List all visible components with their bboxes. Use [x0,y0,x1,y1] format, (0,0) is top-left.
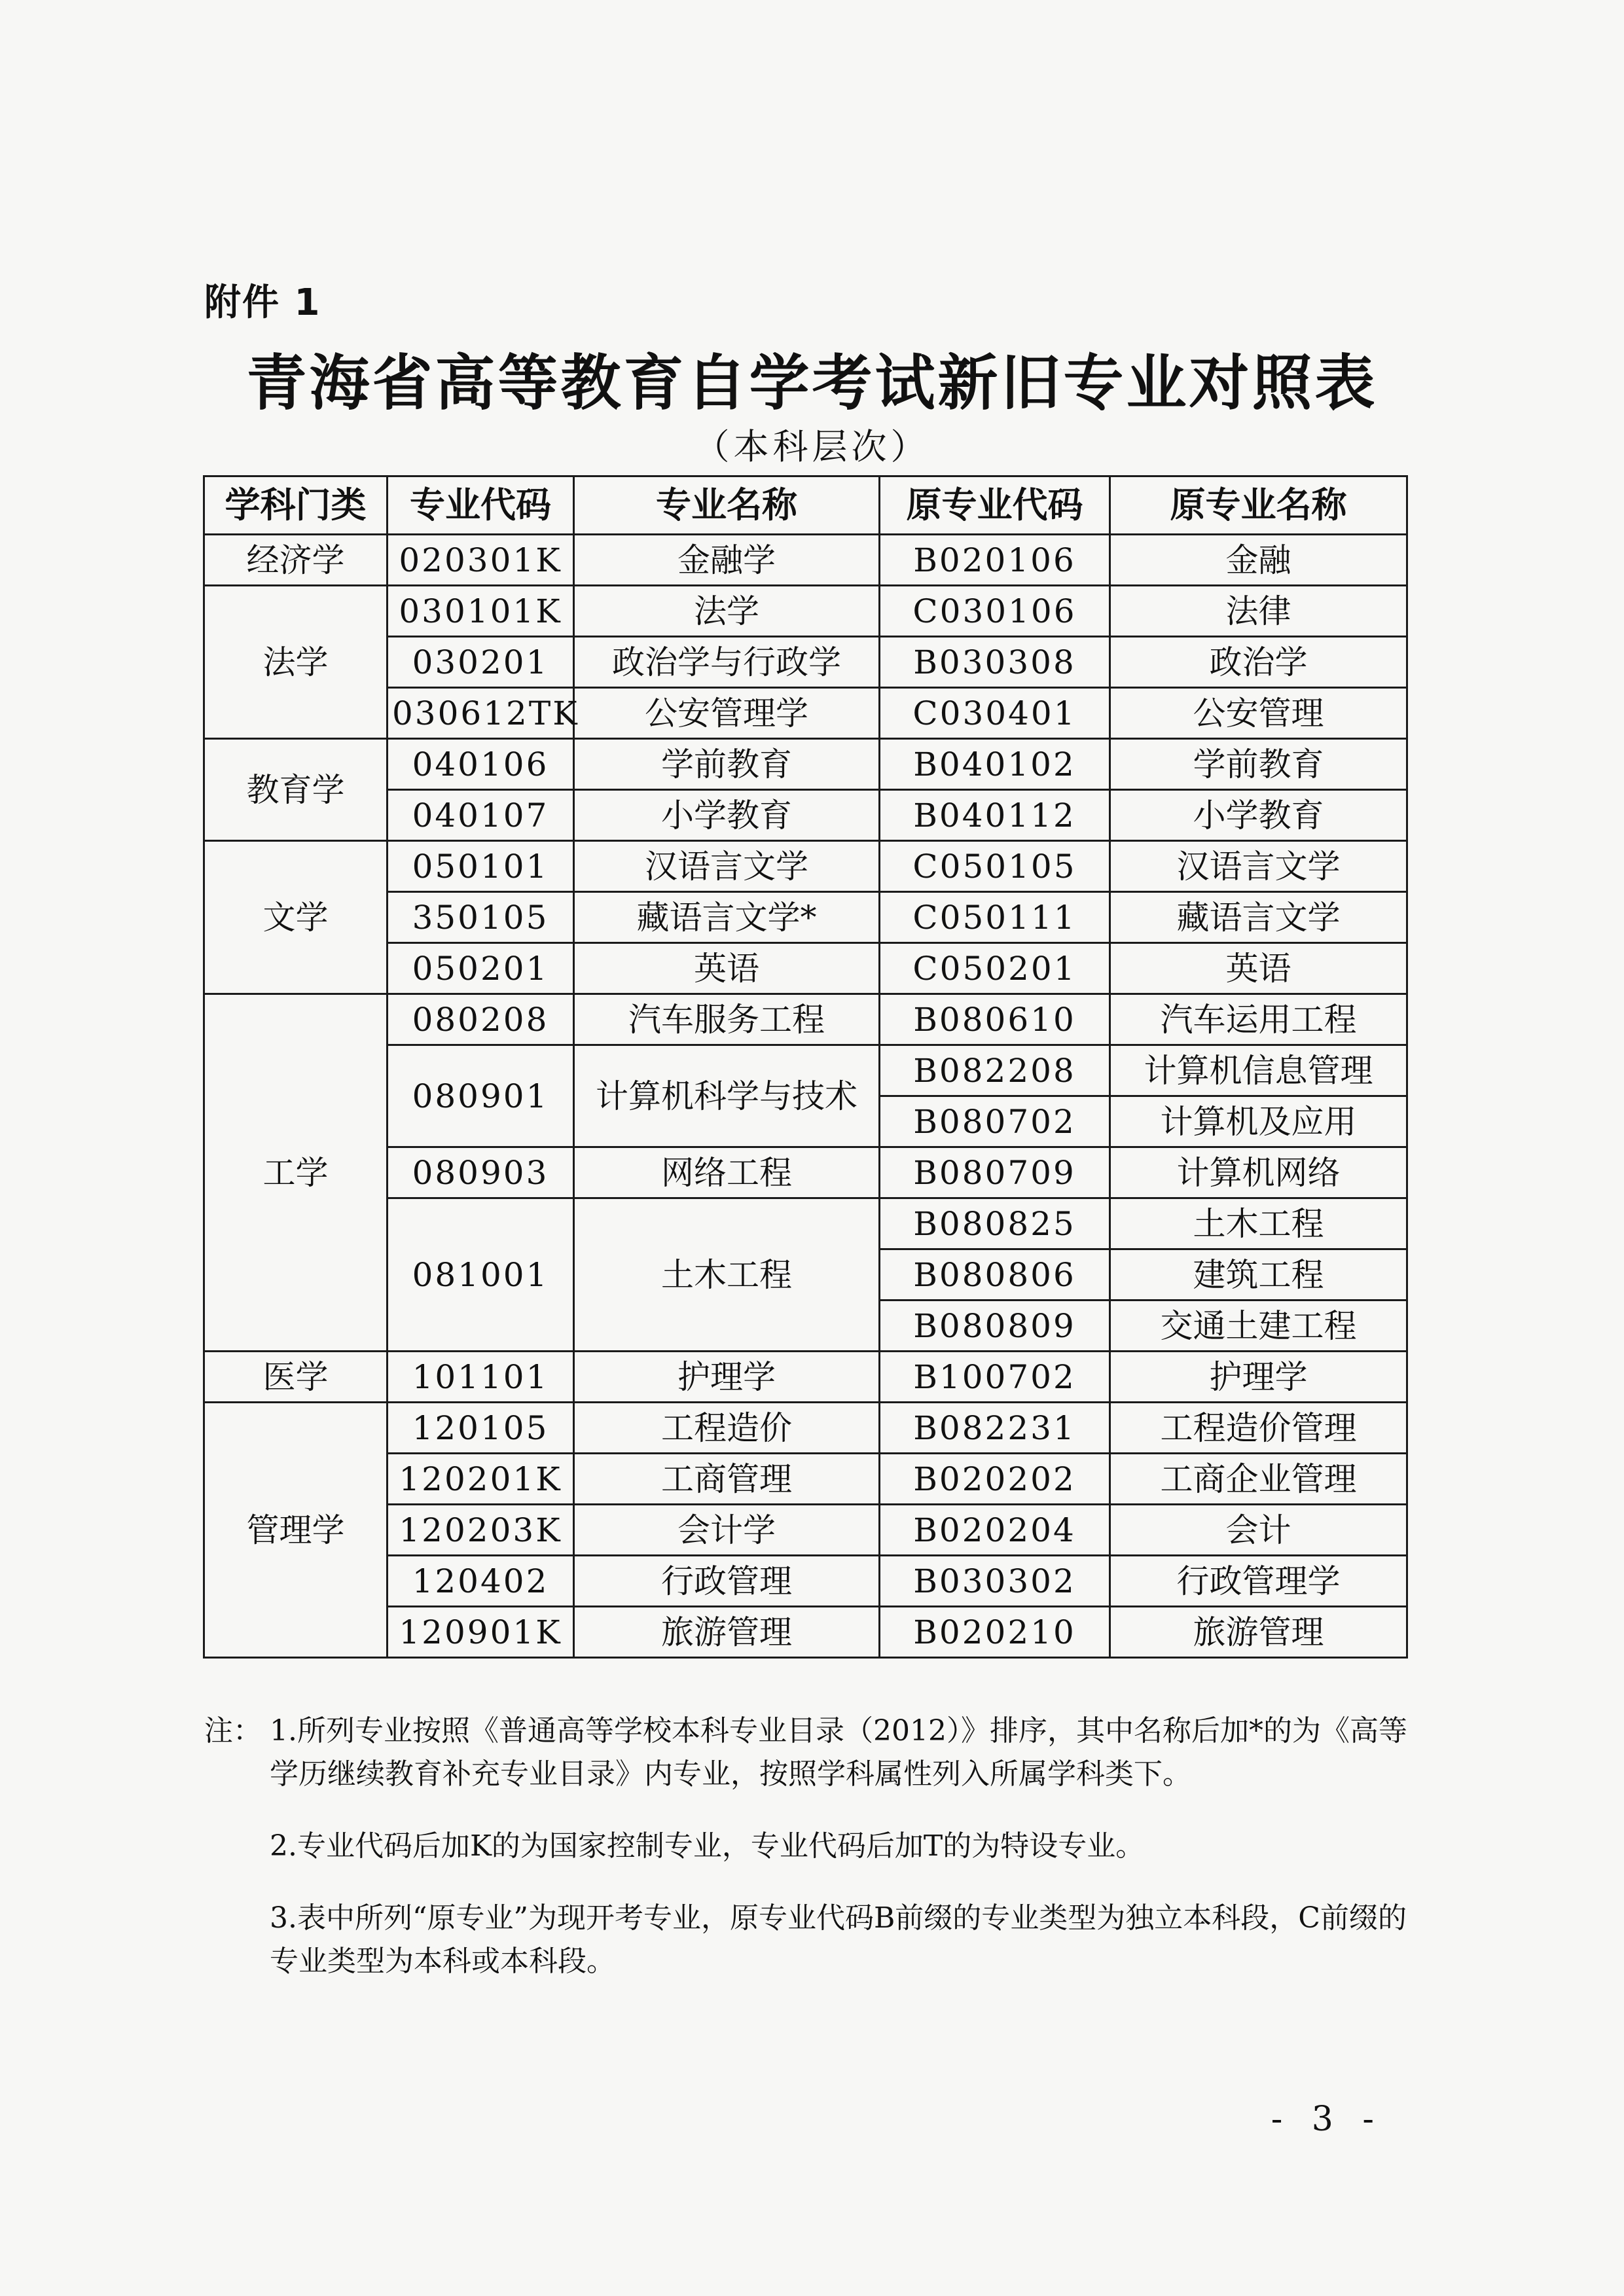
major-name: 土木工程 [574,1198,880,1352]
old-major-name: 政治学 [1110,637,1407,688]
note-item [204,1897,1409,1983]
major-name: 工程造价 [574,1403,880,1454]
old-major-code: B030308 [880,637,1110,688]
major-name: 汽车服务工程 [574,994,880,1045]
old-major-code: B030302 [880,1556,1110,1607]
old-major-name: 交通土建工程 [1110,1300,1407,1352]
major-name: 网络工程 [574,1147,880,1198]
major-name: 法学 [574,586,880,637]
old-major-name: 建筑工程 [1110,1249,1407,1300]
old-major-name: 计算机信息管理 [1110,1045,1407,1096]
table-row [204,1352,1407,1403]
document-subtitle: （本科层次） [694,426,930,467]
major-code: 040107 [388,790,574,841]
old-major-name: 汉语言文学 [1110,841,1407,892]
old-major-code: B080610 [880,994,1110,1045]
old-major-name: 旅游管理 [1110,1607,1407,1658]
table-row [204,994,1407,1045]
header-old-name: 原专业名称 [1110,476,1407,535]
major-code: 080901 [388,1045,574,1147]
major-name: 藏语言文学* [574,892,880,943]
major-name: 公安管理学 [574,688,880,739]
old-major-code: B040112 [880,790,1110,841]
old-major-name: 英语 [1110,943,1407,994]
notes-lead: 注： [204,1714,262,1748]
major-name: 护理学 [574,1352,880,1403]
table-row [204,535,1407,586]
major-code: 120105 [388,1403,574,1454]
major-code: 120402 [388,1556,574,1607]
document-title: 青海省高等教育自学考试新旧专业对照表 [246,348,1378,418]
category-cell: 法学 [204,586,388,739]
major-name: 工商管理 [574,1454,880,1505]
old-major-name: 工商企业管理 [1110,1454,1407,1505]
old-major-name: 公安管理 [1110,688,1407,739]
old-major-name: 行政管理学 [1110,1556,1407,1607]
major-code: 080208 [388,994,574,1045]
major-code: 050101 [388,841,574,892]
old-major-code: B082208 [880,1045,1110,1096]
major-code: 030101K [388,586,574,637]
old-major-name: 小学教育 [1110,790,1407,841]
old-major-code: B020210 [880,1607,1110,1658]
major-code: 030201 [388,637,574,688]
major-name: 小学教育 [574,790,880,841]
major-name: 行政管理 [574,1556,880,1607]
category-cell: 工学 [204,994,388,1352]
old-major-name: 护理学 [1110,1352,1407,1403]
major-code: 101101 [388,1352,574,1403]
major-code: 030612TK [388,688,574,739]
major-name: 汉语言文学 [574,841,880,892]
note-text: 2.专业代码后加K的为国家控制专业，专业代码后加T的为特设专业。 [270,1829,1145,1863]
major-code: 080903 [388,1147,574,1198]
old-major-code: B020106 [880,535,1110,586]
note-text: 3.表中所列“原专业”为现开考专业，原专业代码B前缀的专业类型为独立本科段，C前缀的专业类型为本科或本科段。 [270,1901,1407,1978]
table-row [204,739,1407,790]
major-code: 120203K [388,1505,574,1556]
old-major-code: B040102 [880,739,1110,790]
old-major-code: C050111 [880,892,1110,943]
old-major-name: 金融 [1110,535,1407,586]
major-mapping-table [203,475,1408,1659]
major-code: 020301K [388,535,574,586]
major-code: 050201 [388,943,574,994]
header-old-code: 原专业代码 [880,476,1110,535]
table-header-row [204,476,1407,535]
old-major-code: B100702 [880,1352,1110,1403]
note-text: 1.所列专业按照《普通高等学校本科专业目录（2012）》排序，其中名称后加*的为《高等学历继续教育补充专业目录》内专业，按照学科属性列入所属学科类下。 [270,1714,1407,1791]
old-major-code: B082231 [880,1403,1110,1454]
category-cell: 医学 [204,1352,388,1403]
old-major-code: B080806 [880,1249,1110,1300]
notes-section [204,1710,1409,2012]
old-major-name: 法律 [1110,586,1407,637]
old-major-name: 计算机及应用 [1110,1096,1407,1147]
table-row [204,841,1407,892]
old-major-name: 土木工程 [1110,1198,1407,1249]
major-name: 金融学 [574,535,880,586]
old-major-name: 汽车运用工程 [1110,994,1407,1045]
old-major-code: B020202 [880,1454,1110,1505]
major-name: 英语 [574,943,880,994]
header-code: 专业代码 [388,476,574,535]
old-major-name: 计算机网络 [1110,1147,1407,1198]
old-major-code: C050105 [880,841,1110,892]
old-major-code: C050201 [880,943,1110,994]
old-major-code: B080702 [880,1096,1110,1147]
old-major-code: C030401 [880,688,1110,739]
major-name: 会计学 [574,1505,880,1556]
old-major-name: 学前教育 [1110,739,1407,790]
old-major-code: B080709 [880,1147,1110,1198]
major-name: 计算机科学与技术 [574,1045,880,1147]
major-code: 120901K [388,1607,574,1658]
category-cell: 管理学 [204,1403,388,1658]
old-major-code: B020204 [880,1505,1110,1556]
old-major-name: 会计 [1110,1505,1407,1556]
category-cell: 文学 [204,841,388,994]
major-code: 350105 [388,892,574,943]
old-major-code: B080825 [880,1198,1110,1249]
old-major-code: C030106 [880,586,1110,637]
major-name: 学前教育 [574,739,880,790]
attachment-label: 附件 1 [204,281,321,324]
major-code: 040106 [388,739,574,790]
table-row [204,1403,1407,1454]
category-cell: 经济学 [204,535,388,586]
note-item [204,1710,1409,1796]
major-code: 081001 [388,1198,574,1352]
major-name: 政治学与行政学 [574,637,880,688]
header-category: 学科门类 [204,476,388,535]
note-item [204,1825,1409,1868]
category-cell: 教育学 [204,739,388,841]
major-name: 旅游管理 [574,1607,880,1658]
header-name: 专业名称 [574,476,880,535]
table-row [204,586,1407,637]
old-major-code: B080809 [880,1300,1110,1352]
old-major-name: 工程造价管理 [1110,1403,1407,1454]
page-number: - 3 - [1271,2100,1383,2139]
major-code: 120201K [388,1454,574,1505]
old-major-name: 藏语言文学 [1110,892,1407,943]
